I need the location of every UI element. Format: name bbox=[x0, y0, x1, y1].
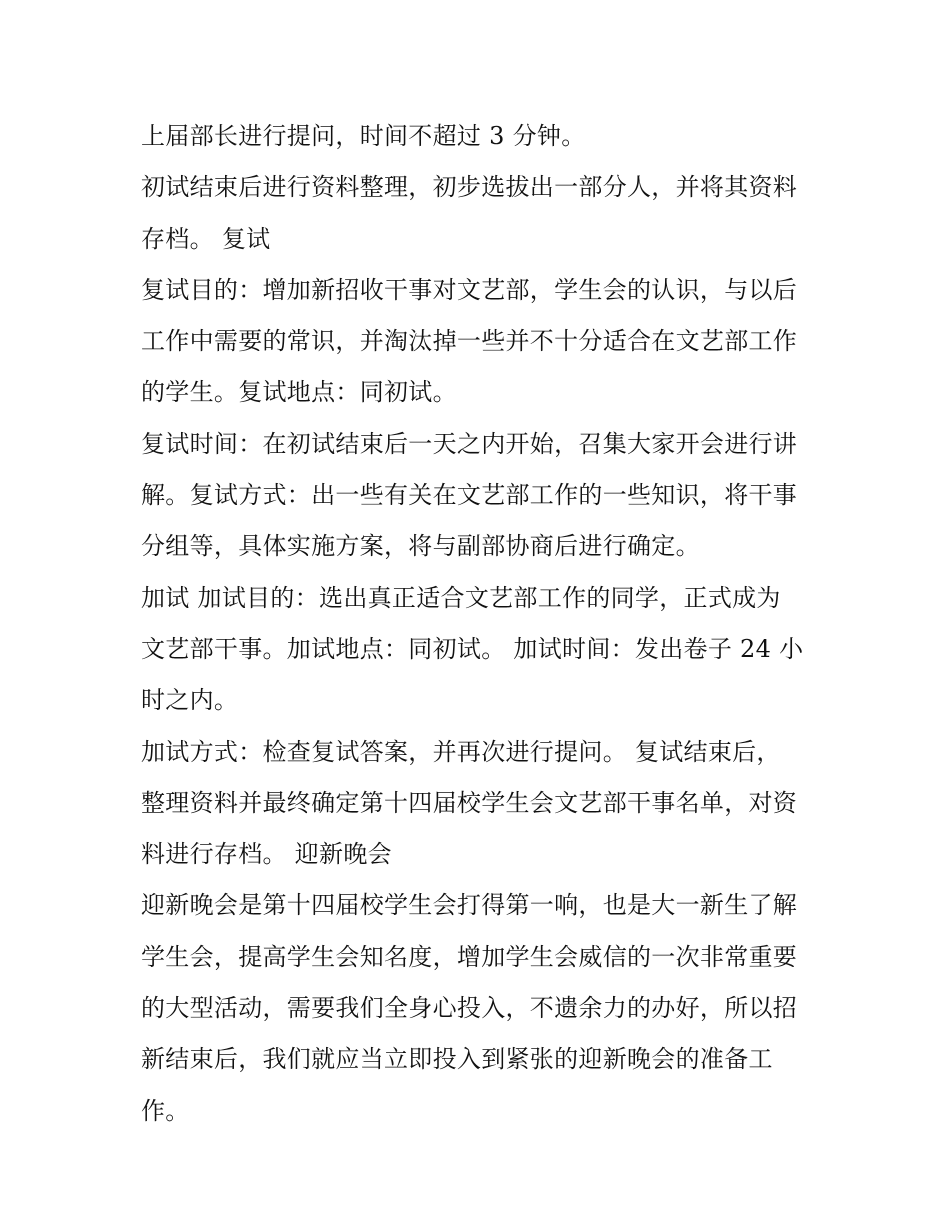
text-line: 初试结束后进行资料整理，初步选拔出一部分人，并将其资料 bbox=[141, 173, 798, 202]
text-line: 加试方式：检查复试答案，并再次进行提问。 复试结束后， bbox=[141, 737, 781, 766]
text-line: 的学生。复试地点：同初试。 bbox=[141, 378, 457, 407]
text-line: 的大型活动，需要我们全身心投入，不遗余力的办好，所以招 bbox=[141, 994, 798, 1023]
text-line: 复试时间：在初试结束后一天之内开始，召集大家开会进行讲 bbox=[141, 429, 798, 458]
text-line: 整理资料并最终确定第十四届校学生会文艺部干事名单，对资 bbox=[141, 788, 798, 817]
text-line: 学生会，提高学生会知名度，增加学生会威信的一次非常重要 bbox=[141, 942, 798, 971]
text-line: 解。复试方式：出一些有关在文艺部工作的一些知识，将干事 bbox=[141, 481, 798, 510]
text-line: 加试 加试目的：选出真正适合文艺部工作的同学，正式成为 bbox=[141, 583, 781, 612]
text-line: 新结束后，我们就应当立即投入到紧张的迎新晚会的准备工 bbox=[141, 1045, 773, 1074]
text-line: 存档。 复试 bbox=[141, 224, 271, 253]
text-line: 上届部长进行提问，时间不超过 3 分钟。 bbox=[141, 122, 586, 150]
text-line: 时之内。 bbox=[141, 686, 239, 715]
text-line: 迎新晚会是第十四届校学生会打得第一响，也是大一新生了解 bbox=[141, 891, 798, 920]
text-line: 复试目的：增加新招收干事对文艺部，学生会的认识，与以后 bbox=[141, 275, 798, 304]
document-body bbox=[141, 111, 821, 1137]
text-line: 作。 bbox=[141, 1096, 190, 1125]
text-line: 工作中需要的常识，并淘汰掉一些并不十分适合在文艺部工作 bbox=[141, 327, 798, 356]
text-line: 料进行存档。 迎新晚会 bbox=[141, 840, 392, 869]
text-line: 文艺部干事。加试地点：同初试。 加试时间：发出卷子 24 小 bbox=[141, 634, 804, 663]
text-line: 分组等，具体实施方案，将与副部协商后进行确定。 bbox=[141, 532, 700, 561]
